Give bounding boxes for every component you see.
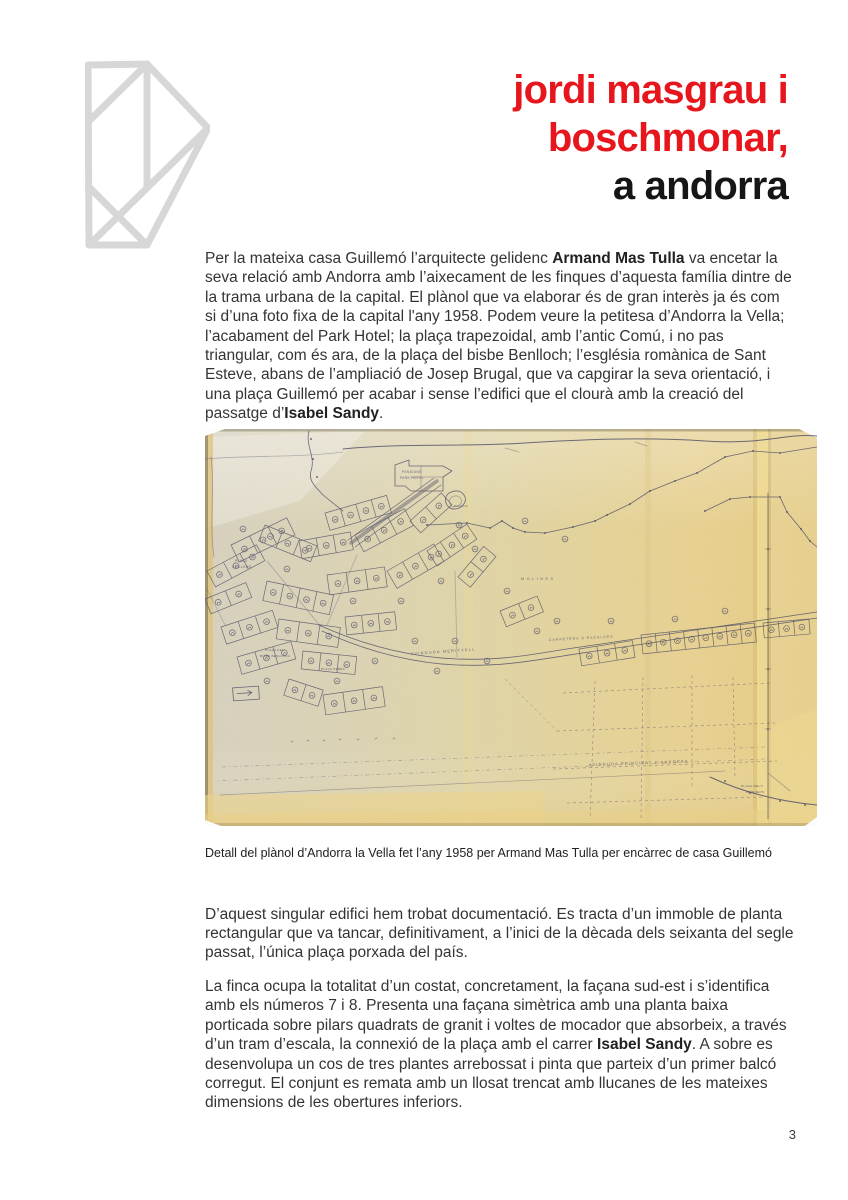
map-figure <box>205 429 817 861</box>
body-column <box>205 249 819 1113</box>
publisher-logo <box>85 58 210 254</box>
paragraph-intro: Per la mateixa casa Guillemó l’arquitecte gelidenc Armand Mas Tulla va encetar la seva relació amb Andorra amb l’aixecament de les finques d’aquesta família dintre de la trama urbana de la capital. El plànol que va elaborar és de gran interès ja és com si d’una foto fixa de la capital l'any 1958. Podem veure la petitesa d’Andorra la Vella; l’acabament del Park Hotel; la plaça trapezoidal, amb l’antic Comú, i no pas triangular, com és ara, de la plaça del bisbe Benlloch; l’església romànica de Sant Esteve, abans de l’ampliació de Josep Brugal, que va capgirar la seva orientació, i una plaça Guillemó per acabar i sense l’edifici que el clourà amb la creació del passatge d’Isabel Sandy. <box>205 250 792 423</box>
paragraph-finca: La finca ocupa la totalitat d’un costat, concretament, la façana sud-est i s’identifica amb els números 7 i 8. Presenta una façana simètrica amb una planta baixa porticada sobre pilars quadrats de granit i voltes de mocador que absorbeix, a través d’un tram d’escala, la connexió de la plaça amb el carrer Isabel Sandy. A sobre es desenvolupa un cos de tres plantes arrebossat i pinta que parteix d’un primer balcó corregut. El conjunt es remata amb un llosat trencat amb llucanes de les mateixes dimensions de les obertures inferiors. <box>205 977 787 1112</box>
title-line-3: a andorra <box>612 164 788 208</box>
plan-1958-drawing <box>205 429 817 826</box>
map-caption: Detall del plànol d’Andorra la Vella fet l’any 1958 per Armand Mas Tulla per encàrrec de casa Guillemó <box>205 845 772 860</box>
logo-geometric-icon <box>85 58 210 254</box>
page-number: 3 <box>788 1127 796 1142</box>
map-photo <box>205 429 817 826</box>
title-line-1: jordi masgrau i <box>513 68 788 112</box>
paragraph-document: D’aquest singular edifici hem trobat documentació. Es tracta d’un immoble de planta rectangular que va tancar, definitivament, a l’inici de la dècada dels seixanta del segle passat, l’única plaça porxada del país. <box>205 905 794 962</box>
article-title <box>513 66 788 210</box>
title-line-2: boschmonar, <box>547 116 788 160</box>
